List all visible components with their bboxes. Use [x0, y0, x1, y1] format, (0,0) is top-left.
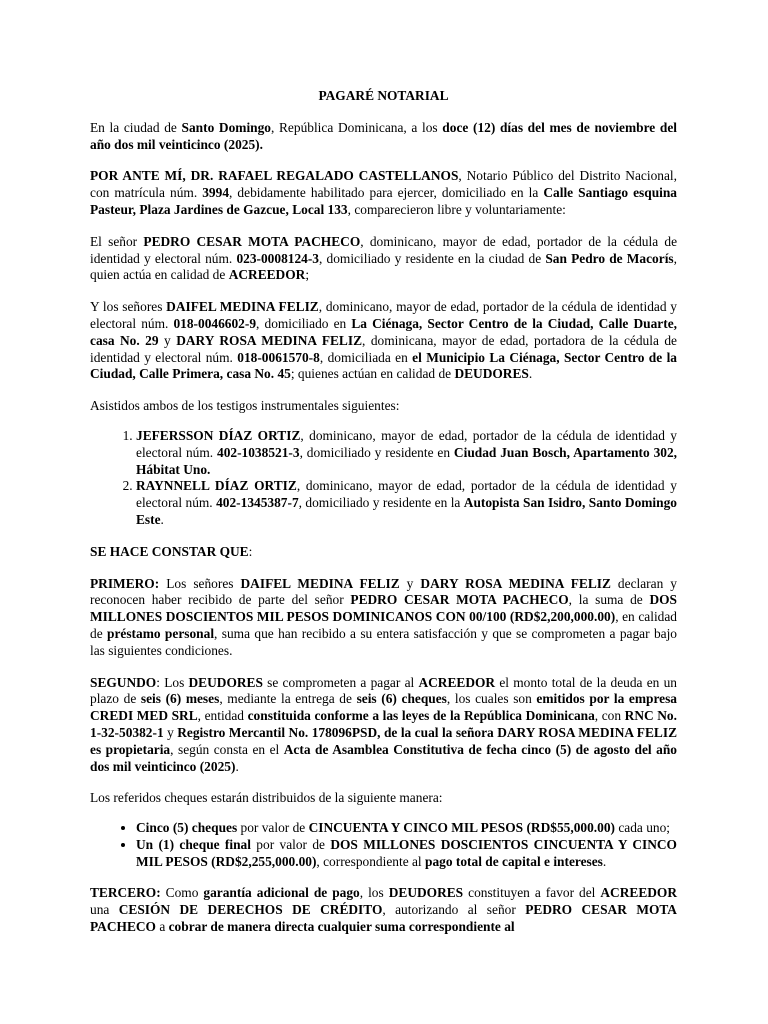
text: : [248, 543, 253, 559]
text: , dominicano, mayor de edad, portador de la cédula de identidad y electoral núm. [136, 427, 677, 460]
text: . [160, 511, 164, 527]
bold-text: RNC No. 1-32-50382-1 [90, 708, 677, 740]
text: , quien actúa en calidad de [90, 250, 677, 283]
bold-text: 023-0008124-3 [236, 250, 320, 266]
bold-text: SEGUNDO [90, 674, 157, 690]
bold-text: préstamo personal [107, 625, 215, 641]
text: . [235, 758, 239, 774]
bold-text: PEDRO CESAR MOTA PACHECO [143, 233, 361, 249]
bold-text: el Municipio La Ciénaga, Sector Centro de la Ciudad, Calle Primera, casa No. 45 [90, 349, 677, 382]
text: Como [160, 885, 204, 901]
paragraph-witnesses-intro [90, 398, 677, 415]
text: y [399, 575, 421, 591]
witness-list [90, 428, 677, 529]
text: por valor de [250, 836, 331, 852]
bold-text: 402-1038521-3 [217, 444, 300, 460]
bold-text: Un (1) cheque final [136, 836, 251, 852]
bold-text: ACREEDOR [228, 267, 306, 283]
paragraph-notary [90, 168, 677, 218]
text: , Notario Público del Distrito Nacional, con matrícula núm. [90, 168, 677, 201]
text: Los referidos cheques estarán distribuidos de la siguiente manera: [90, 790, 443, 806]
text: , entidad [197, 708, 248, 724]
bold-text: Ciudad Juan Bosch, Apartamento 302, Hábitat Uno. [136, 444, 678, 477]
bold-text: 402-1345387-7 [216, 495, 299, 511]
text: , dominicano, mayor de edad, portador de la cédula de identidad y electoral núm. [90, 299, 677, 331]
bold-text: emitidos por la empresa CREDI MED SRL [90, 691, 677, 724]
text: El señor [90, 233, 144, 249]
text: , dominicana, mayor de edad, portadora de la cédula de identidad y electoral núm. [90, 332, 677, 365]
bold-text: seis (6) meses [140, 691, 220, 707]
text: ; [305, 267, 310, 283]
text: Asistidos ambos de los testigos instrumentales siguientes: [90, 398, 400, 414]
bold-text: doce (12) días del mes de noviembre del año dos mil veinticinco (2025). [90, 119, 677, 152]
text: a [155, 919, 169, 935]
bold-text: DARY ROSA MEDINA FELIZ [420, 575, 611, 591]
text: En la ciudad de [90, 119, 182, 135]
text: , correspondiente al [316, 853, 425, 869]
clause-primero [90, 576, 677, 660]
bold-text: DEUDORES [454, 366, 529, 382]
bold-text: RAYNNELL DÍAZ ORTIZ [136, 478, 297, 494]
bold-text: Cinco (5) cheques [136, 820, 238, 836]
text: una [90, 902, 119, 918]
paragraph-debtors [90, 299, 677, 383]
bold-text: cobrar de manera directa cualquier suma correspondiente al [168, 919, 515, 935]
bold-text: garantía adicional de pago [203, 885, 360, 901]
text: : Los [156, 674, 189, 690]
text: y [163, 724, 178, 740]
bold-text: Autopista San Isidro, Santo Domingo Este [136, 495, 677, 527]
cheque-item [136, 837, 677, 871]
text: por valor de [237, 820, 309, 836]
bold-text: TERCERO: [90, 885, 161, 901]
paragraph-creditor [90, 234, 677, 284]
text: , según consta en el [170, 741, 284, 757]
bold-text: POR ANTE MÍ, DR. RAFAEL REGALADO CASTELLANOS [90, 168, 459, 184]
document-page [90, 82, 677, 951]
bold-text: DAIFEL MEDINA FELIZ [240, 575, 400, 591]
text: , República Dominicana, a los [271, 119, 443, 135]
bold-text: DARY ROSA MEDINA FELIZ [176, 332, 363, 348]
text: , mediante la entrega de [219, 691, 357, 707]
cheque-item [136, 820, 677, 837]
bold-text: DEUDORES [388, 885, 464, 901]
bold-text: pago total de capital e intereses [425, 853, 603, 869]
bold-text: San Pedro de Macorís [545, 250, 674, 266]
text: . [602, 853, 607, 869]
bold-text: DOS MILLONES DOSCIENTOS CINCUENTA Y CINCO MIL PESOS (RD$2,255,000.00) [136, 836, 677, 869]
text: , dominicano, mayor de edad, portador de la cédula de identidad y electoral núm. [90, 233, 678, 266]
witness-item [136, 428, 677, 478]
text: y [158, 332, 177, 348]
text: , debidamente habilitado para ejercer, domiciliado en la [229, 185, 544, 201]
text: el monto total de la deuda en un plazo de [90, 674, 677, 707]
clause-tercero [90, 885, 677, 935]
bold-text: Santo Domingo [181, 119, 271, 135]
text: constituyen a favor del [463, 885, 601, 901]
bold-text: PRIMERO: [90, 575, 160, 591]
text: , en calidad de [90, 609, 677, 641]
bold-text: PEDRO CESAR MOTA PACHECO [350, 592, 569, 608]
bold-text: ACREEDOR [600, 885, 678, 901]
bold-text: Acta de Asamblea Constitutiva de fecha cinco (5) de agosto del año dos mil veinticinco (2025) [90, 741, 677, 774]
cheque-list [90, 820, 677, 870]
text: , domiciliado en [256, 315, 352, 331]
bold-text: 018-0046602-9 [173, 315, 257, 331]
text: , suma que han recibido a su entera satisfacción y que se comprometen a pagar bajo las siguientes condiciones. [90, 625, 677, 658]
bold-text: constituida conforme a las leyes de la República Dominicana [247, 708, 595, 724]
bold-text: Calle Santiago esquina Pasteur, Plaza Jardines de Gazcue, Local 133 [90, 185, 677, 217]
text: , la suma de [568, 592, 650, 608]
text: , con [594, 708, 625, 724]
bold-text: DOS MILLONES DOSCIENTOS MIL PESOS DOMINICANOS CON 00/100 (RD$2,200,000.00) [90, 592, 677, 625]
witness-item [136, 478, 677, 528]
section-heading [90, 544, 677, 561]
bold-text: seis (6) cheques [356, 691, 447, 707]
text: , domiciliada en [319, 349, 413, 365]
bold-text: ACREEDOR [418, 674, 496, 690]
text: Los señores [159, 575, 241, 591]
text: ; quienes actúan en calidad de [290, 366, 455, 382]
bold-text: La Ciénaga, Sector Centro de la Ciudad, Calle Duarte, casa No. 29 [90, 315, 677, 348]
bold-text: Registro Mercantil No. 178096PSD, de la cual la señora DARY ROSA MEDINA FELIZ es propietaria [90, 724, 677, 757]
bold-text: 018-0061570-8 [237, 349, 320, 365]
bold-text: SE HACE CONSTAR QUE [90, 543, 249, 559]
text: , comparecieron libre y voluntariamente: [347, 201, 566, 217]
text: se comprometen a pagar al [262, 674, 419, 690]
text: declaran y reconocen haber recibido de parte del señor [90, 575, 677, 608]
text: , domiciliado y residente en la ciudad de [319, 250, 546, 266]
paragraph-cheques-intro [90, 790, 677, 807]
bold-text: CINCUENTA Y CINCO MIL PESOS (RD$55,000.00) [308, 820, 615, 836]
text: , domiciliado y residente en la [298, 495, 464, 511]
text: Y los señores [90, 299, 167, 315]
bold-text: DEUDORES [188, 674, 263, 690]
text: , domiciliado y residente en [299, 444, 454, 460]
text: . [528, 366, 533, 382]
text: , los cuales son [446, 691, 537, 707]
text: , los [359, 885, 389, 901]
bold-text: JEFERSSON DÍAZ ORTIZ [136, 427, 301, 443]
bold-text: PEDRO CESAR MOTA PACHECO [90, 902, 677, 935]
bold-text: DAIFEL MEDINA FELIZ [166, 299, 319, 315]
document-title: PAGARÉ NOTARIAL [318, 88, 449, 103]
text: , autorizando al señor [382, 902, 526, 918]
paragraph-intro [90, 120, 677, 154]
text: , dominicano, mayor de edad, portador de la cédula de identidad y electoral núm. [136, 478, 677, 511]
bold-text: 3994 [202, 185, 230, 201]
text: cada uno; [614, 820, 671, 836]
clause-segundo [90, 675, 677, 776]
bold-text: CESIÓN DE DERECHOS DE CRÉDITO [118, 902, 383, 918]
